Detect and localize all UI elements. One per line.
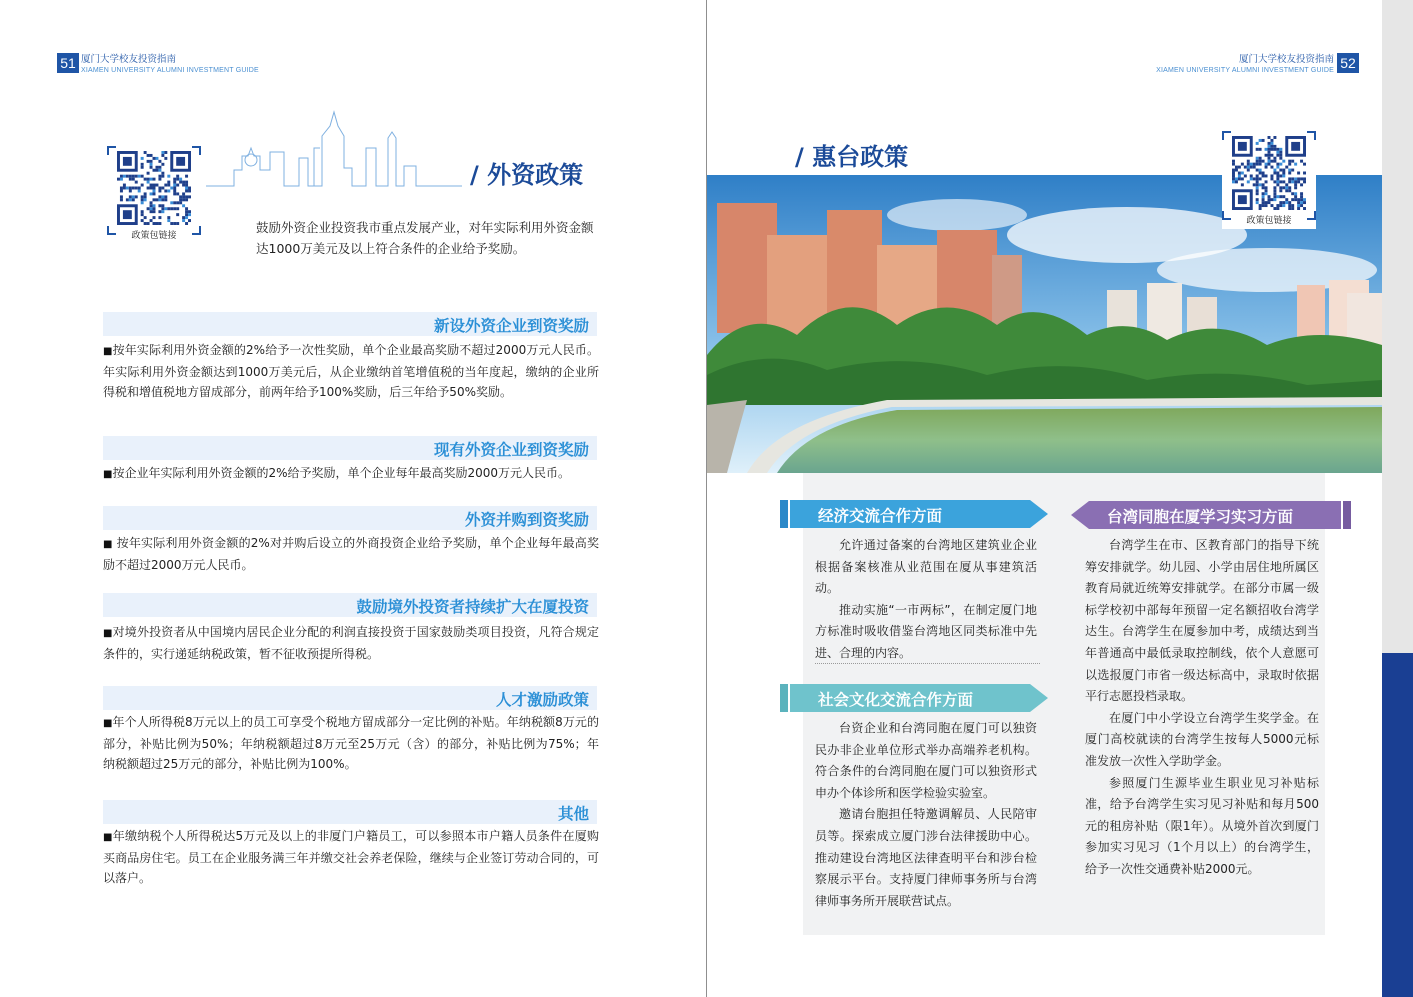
qr-label-right: 政策包链接 [1246,216,1292,226]
heading-social: 社会文化交流合作方面 [818,691,974,709]
bullet-icon: ■ [103,346,113,357]
section-band-3 [103,506,597,530]
divider [815,663,1040,664]
qr-code-icon [114,151,194,225]
heading-economic: 经济交流合作方面 [818,507,943,525]
guide-title-left: 厦门大学校友投资指南 [81,54,177,65]
section-heading-expand-investment: 鼓励境外投资者持续扩大在厦投资 [356,598,589,616]
qr-label-left: 政策包链接 [131,231,177,241]
foreign-policy-title: / 外资政策 [470,155,583,190]
page-52 [707,0,1413,997]
section-body-new-fdi: ■按年实际利用外资金额的2%给予一次性奖励，单个企业最高奖励不超过2000万元人民币。年实际利用外资金额达到1000万美元后，从企业缴纳首笔增值税的当年度起，缴纳的企业所得税和增值税地方留成部分，前两年给予100%奖励，后三年给予50%奖励。 [103,343,599,399]
section-band-2 [103,436,597,460]
section-band-5 [103,686,597,710]
section-heading-talent: 人才激励政策 [495,691,589,709]
bullet-icon: ■ [103,469,113,480]
skyline-illustration [204,108,464,190]
section-body-expand-investment: ■对境外投资者从中国境内居民企业分配的利润直接投资于国家鼓励类项目投资，凡符合规定条件的，实行递延纳税政策，暂不征收预提所得税。 [103,625,599,661]
section-heading-mna: 外资并购到资奖励 [464,511,589,529]
bullet-icon: ■ [103,718,113,729]
page-number-left: 51 [57,53,79,73]
guide-subtitle-right: XIAMEN UNIVERSITY ALUMNI INVESTMENT GUIDE [1156,67,1334,74]
section-band-4 [103,593,597,617]
edge-stripe-gray [1382,0,1413,653]
economic-text: 允许通过备案的台湾地区建筑业企业根据备案核准从业范围在厦从事建筑活动。 推动实施“一市两标”，在制定厦门地方标准时吸收借鉴台湾地区同类标准中先进、合理的内容。 [815,538,1037,660]
bullet-icon: ■ [103,539,113,550]
section-band-6 [103,800,597,824]
foreign-policy-intro: 鼓励外资企业投资我市重点发展产业，对年实际利用外资金额达1000万美元及以上符合条件的企业给予奖励。 [256,220,594,256]
section-heading-other: 其他 [557,805,589,823]
section-body-existing-fdi: ■按企业年实际利用外资金额的2%给予奖励，单个企业每年最高奖励2000万元人民币。 [103,466,571,480]
section-body-mna: ■ 按年实际利用外资金额的2%对并购后设立的外商投资企业给予奖励，单个企业每年最高奖励不超过2000万元人民币。 [103,536,599,572]
heading-study: 台湾同胞在厦学习实习方面 [1107,508,1294,526]
taiwan-policy-title: / 惠台政策 [795,137,908,172]
section-body-talent: ■年个人所得税8万元以上的员工可享受个税地方留成部分一定比例的补贴。年纳税额8万元的部分，补贴比例为50%；年纳税额超过8万元至25万元（含）的部分，补贴比例为75%；年纳税额超过25万元的部分，补贴比例为100%。 [103,715,599,771]
edge-stripe-blue [1382,653,1413,997]
qr-code-taiwan-policy[interactable] [1222,131,1316,229]
section-body-other: ■年缴纳税个人所得税达5万元及以上的非厦门户籍员工，可以参照本市户籍人员条件在厦购买商品房住宅。员工在企业服务满三年并缴交社会养老保险，继续与企业签订劳动合同的，可以落户。 [103,829,600,885]
bullet-icon: ■ [103,628,113,639]
section-heading-new-fdi: 新设外资企业到资奖励 [433,317,589,335]
social-text: 台资企业和台湾同胞在厦门可以独资民办非企业单位形式举办高端养老机构。符合条件的台湾同胞在厦门可以独资形式申办个体诊所和医学检验实验室。 邀请台胞担任特邀调解员、人民陪审员等。探索成立厦门涉台法律援助中心。推动建设台湾地区法律查明平台和涉台检察展示平台。支持厦门律师事务所与台湾律师事务所开展联营试点。 [815,721,1037,908]
study-text: 台湾学生在市、区教育部门的指导下统筹安排就学。幼儿园、小学由居住地所属区教育局就近统筹安排就学。在部分市属一级标学校初中部每年预留一定名额招收台湾学达生。台湾学生在厦参加中考，成绩达到当年普通高中最低录取控制线，依个人意愿可以选报厦门市省一级达标高中，录取时依据平行志愿投档录取。 在厦门中小学设立台湾学生奖学金。在厦门高校就读的台湾学生按每人5000元标准发放一次性入学助学金。 参照厦门生源毕业生职业见习补贴标准，给予台湾学生实习见习补贴和每月500元的租房补贴（限1年）。从境外首次到厦门参加实习见习（1个月以上）的台湾学生，给予一次性交通费补贴2000元。 [1085,538,1319,876]
guide-title-right: 厦门大学校友投资指南 [1238,54,1334,65]
qr-code-icon [1229,136,1309,210]
section-heading-existing-fdi: 现有外资企业到资奖励 [433,441,589,459]
bullet-icon: ■ [103,832,113,843]
page-number-right: 52 [1337,53,1359,73]
qr-code-foreign-policy[interactable] [107,146,201,244]
guide-subtitle-left: XIAMEN UNIVERSITY ALUMNI INVESTMENT GUIDE [81,67,259,74]
section-band-1 [103,312,597,336]
